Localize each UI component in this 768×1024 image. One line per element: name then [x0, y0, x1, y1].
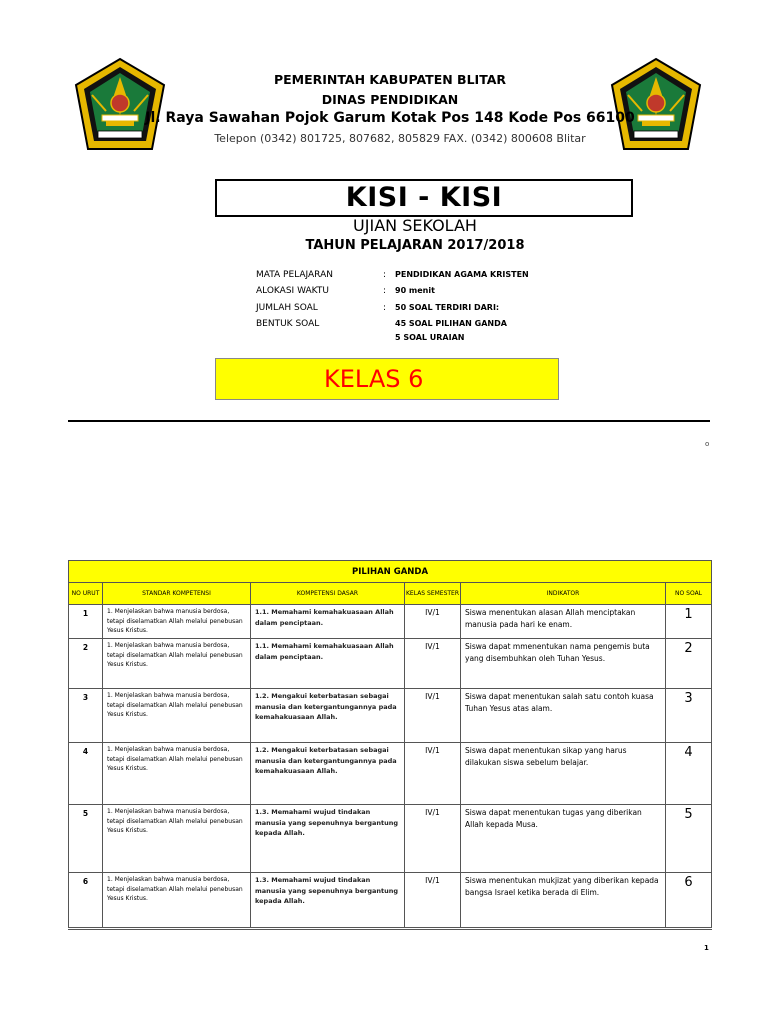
table-row [69, 873, 712, 929]
cell-standar-kompetensi: 1. Menjelaskan bahwa manusia berdosa, tetapi diselamatkan Allah melalui penebusan Yesus Kristus. [103, 743, 251, 805]
class-banner: KELAS 6 [215, 358, 559, 400]
table-row [69, 639, 712, 689]
col-header-indikator: INDIKATOR [461, 583, 666, 605]
cell-kelas-semester: IV/1 [405, 873, 461, 929]
small-mark: o [705, 440, 710, 448]
cell-kelas-semester: IV/1 [405, 743, 461, 805]
info-label: JUMLAH SOAL [256, 303, 318, 313]
kisi-table [68, 560, 712, 930]
cell-indikator: Siswa menentukan alasan Allah menciptakan manusia pada hari ke enam. [461, 605, 666, 639]
exam-name: UJIAN SEKOLAH [353, 216, 477, 235]
table-row [69, 805, 712, 873]
letterhead-phone: Telepon (0342) 801725, 807682, 805829 FAX. (0342) 800608 Blitar [214, 132, 586, 145]
info-colon: : [383, 303, 387, 313]
cell-standar-kompetensi: 1. Menjelaskan bahwa manusia berdosa, tetapi diselamatkan Allah melalui penebusan Yesus Kristus. [103, 805, 251, 873]
cell-kelas-semester: IV/1 [405, 605, 461, 639]
info-value: 90 menit [395, 286, 435, 295]
cell-standar-kompetensi: 1. Menjelaskan bahwa manusia berdosa, tetapi diselamatkan Allah melalui penebusan Yesus Kristus. [103, 689, 251, 743]
cell-kompetensi-dasar: 1.1. Memahami kemahakuasaan Allah dalam penciptaan. [251, 605, 405, 639]
info-colon: : [383, 270, 387, 280]
cell-no-urut: 5 [69, 805, 103, 873]
info-value: 5 SOAL URAIAN [395, 333, 465, 342]
cell-no-urut: 1 [69, 605, 103, 639]
table-row [69, 605, 712, 639]
cell-no-soal: 6 [666, 873, 712, 929]
cell-no-soal: 2 [666, 639, 712, 689]
cell-no-soal: 1 [666, 605, 712, 639]
cell-kompetensi-dasar: 1.2. Mengakui keterbatasan sebagai manusia dan ketergantungannya pada kemahakuasaan Allah. [251, 689, 405, 743]
cell-no-soal: 3 [666, 689, 712, 743]
cell-no-urut: 4 [69, 743, 103, 805]
cell-standar-kompetensi: 1. Menjelaskan bahwa manusia berdosa, tetapi diselamatkan Allah melalui penebusan Yesus Kristus. [103, 605, 251, 639]
table-section-title: PILIHAN GANDA [69, 561, 712, 583]
col-header-no-soal: NO SOAL [666, 583, 712, 605]
cell-no-urut: 2 [69, 639, 103, 689]
cell-indikator: Siswa dapat mmenentukan nama pengemis buta yang disembuhkan oleh Tuhan Yesus. [461, 639, 666, 689]
cell-no-soal: 4 [666, 743, 712, 805]
cell-standar-kompetensi: 1. Menjelaskan bahwa manusia berdosa, tetapi diselamatkan Allah melalui penebusan Yesus Kristus. [103, 873, 251, 929]
info-colon: : [383, 286, 387, 296]
table-row [69, 743, 712, 805]
info-label: BENTUK SOAL [256, 319, 320, 329]
letterhead-address: Jl. Raya Sawahan Pojok Garum Kotak Pos 148 Kode Pos 66100 [145, 110, 635, 126]
info-value: 45 SOAL PILIHAN GANDA [395, 319, 507, 328]
cell-kompetensi-dasar: 1.1. Memahami kemahakuasaan Allah dalam penciptaan. [251, 639, 405, 689]
cell-indikator: Siswa menentukan mukjizat yang diberikan kepada bangsa Israel ketika berada di Elim. [461, 873, 666, 929]
cell-standar-kompetensi: 1. Menjelaskan bahwa manusia berdosa, tetapi diselamatkan Allah melalui penebusan Yesus Kristus. [103, 639, 251, 689]
letterhead-department: DINAS PENDIDIKAN [321, 92, 459, 107]
academic-year: TAHUN PELAJARAN 2017/2018 [305, 238, 525, 253]
cell-no-urut: 6 [69, 873, 103, 929]
cell-kompetensi-dasar: 1.3. Memahami wujud tindakan manusia yang sepenuhnya bergantung kepada Allah. [251, 805, 405, 873]
cell-kompetensi-dasar: 1.3. Memahami wujud tindakan manusia yang sepenuhnya bergantung kepada Allah. [251, 873, 405, 929]
cell-no-soal: 5 [666, 805, 712, 873]
info-label: ALOKASI WAKTU [256, 286, 329, 296]
cell-kompetensi-dasar: 1.2. Mengakui keterbatasan sebagai manusia dan ketergantungannya pada kemahakuasaan Allah. [251, 743, 405, 805]
col-header-kompetensi-dasar: KOMPETENSI DASAR [251, 583, 405, 605]
cell-kelas-semester: IV/1 [405, 639, 461, 689]
col-header-kelas-semester: KELAS SEMESTER [405, 583, 461, 605]
document-title: KISI - KISI [215, 179, 633, 217]
col-header-standar-kompetensi: STANDAR KOMPETENSI [103, 583, 251, 605]
info-value: 50 SOAL TERDIRI DARI: [395, 303, 500, 312]
cell-kelas-semester: IV/1 [405, 689, 461, 743]
cell-indikator: Siswa dapat menentukan sikap yang harus dilakukan siswa sebelum belajar. [461, 743, 666, 805]
cell-kelas-semester: IV/1 [405, 805, 461, 873]
info-value: PENDIDIKAN AGAMA KRISTEN [395, 270, 529, 279]
info-label: MATA PELAJARAN [256, 270, 333, 280]
cell-indikator: Siswa dapat menentukan tugas yang diberikan Allah kepada Musa. [461, 805, 666, 873]
cell-indikator: Siswa dapat menentukan salah satu contoh kuasa Tuhan Yesus atas alam. [461, 689, 666, 743]
col-header-no-urut: NO URUT [69, 583, 103, 605]
horizontal-rule [68, 420, 710, 422]
table-row [69, 689, 712, 743]
page-number: 1 [704, 944, 709, 952]
cell-no-urut: 3 [69, 689, 103, 743]
letterhead-government: PEMERINTAH KABUPATEN BLITAR [273, 72, 507, 87]
